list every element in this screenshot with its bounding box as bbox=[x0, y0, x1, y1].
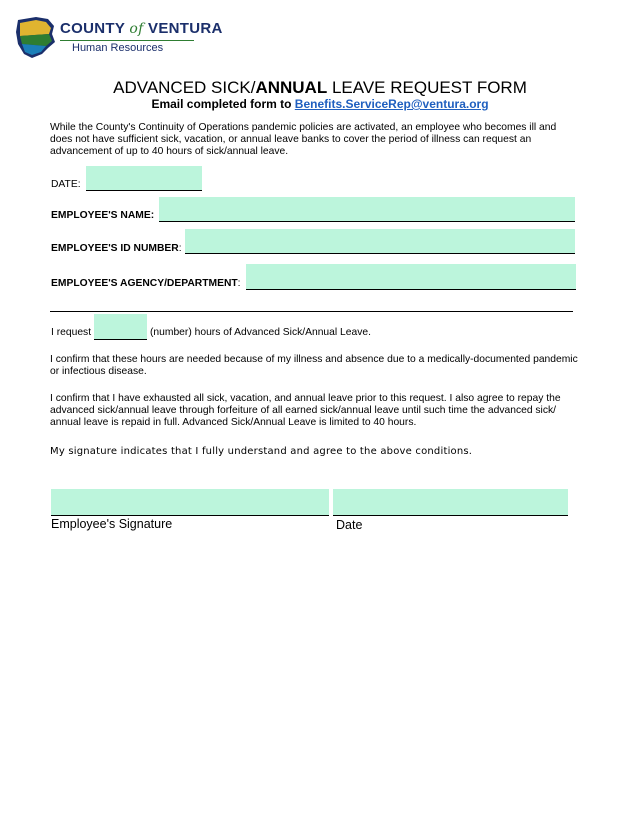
hours-input[interactable] bbox=[94, 314, 147, 340]
form-subtitle: Email completed form to Benefits.ServiceRep@ventura.org bbox=[151, 97, 489, 111]
signature-date-label: Date bbox=[336, 518, 363, 532]
confirmation-illness: I confirm that these hours are needed because of my illness and absence due to a medically-documented pandemic or infectious disease. bbox=[50, 354, 578, 377]
agency-continuation-line bbox=[50, 311, 573, 312]
logo-divider bbox=[60, 40, 194, 41]
county-logo bbox=[14, 14, 223, 60]
employee-id-label: EMPLOYEE'S ID NUMBER: bbox=[51, 243, 182, 254]
request-suffix: (number) hours of Advanced Sick/Annual Leave. bbox=[150, 327, 371, 338]
intro-paragraph: While the County's Continuity of Operations pandemic policies are activated, an employee who becomes ill and does not have sufficient sick, vacation, or annual leave banks to cover the period of illness can request an advancement of up to 40 hours of sick/annual leave. bbox=[50, 122, 557, 157]
date-label: DATE: bbox=[51, 179, 81, 190]
form-title: ADVANCED SICK/ANNUAL LEAVE REQUEST FORM bbox=[113, 78, 527, 97]
employee-signature-label: Employee's Signature bbox=[51, 517, 173, 531]
email-link[interactable]: Benefits.ServiceRep@ventura.org bbox=[294, 97, 489, 111]
signature-date-input[interactable] bbox=[333, 489, 568, 516]
confirmation-repayment: I confirm that I have exhausted all sick, vacation, and annual leave prior to this request. I also agree to repay the advanced sick/annual leave through forfeiture of all earned sick/annual leave until such time the advanced sick/ annual leave is repaid in full. Advanced Sick/Annual Leave is limited to 40 hours. bbox=[50, 393, 561, 428]
date-input[interactable] bbox=[86, 166, 202, 191]
employee-name-input[interactable] bbox=[159, 197, 575, 222]
agency-input[interactable] bbox=[246, 264, 576, 290]
agency-label: EMPLOYEE'S AGENCY/DEPARTMENT: bbox=[51, 278, 241, 289]
logo-department: Human Resources bbox=[72, 42, 164, 54]
employee-name-label: EMPLOYEE'S NAME: bbox=[51, 210, 155, 221]
logo-county-name: COUNTY of VENTURA bbox=[60, 20, 223, 37]
request-prefix: I request bbox=[51, 327, 92, 338]
signature-statement: My signature indicates that I fully understand and agree to the above conditions. bbox=[50, 446, 473, 457]
county-map-icon bbox=[14, 14, 58, 60]
employee-id-input[interactable] bbox=[185, 229, 575, 254]
employee-signature-input[interactable] bbox=[51, 489, 329, 516]
